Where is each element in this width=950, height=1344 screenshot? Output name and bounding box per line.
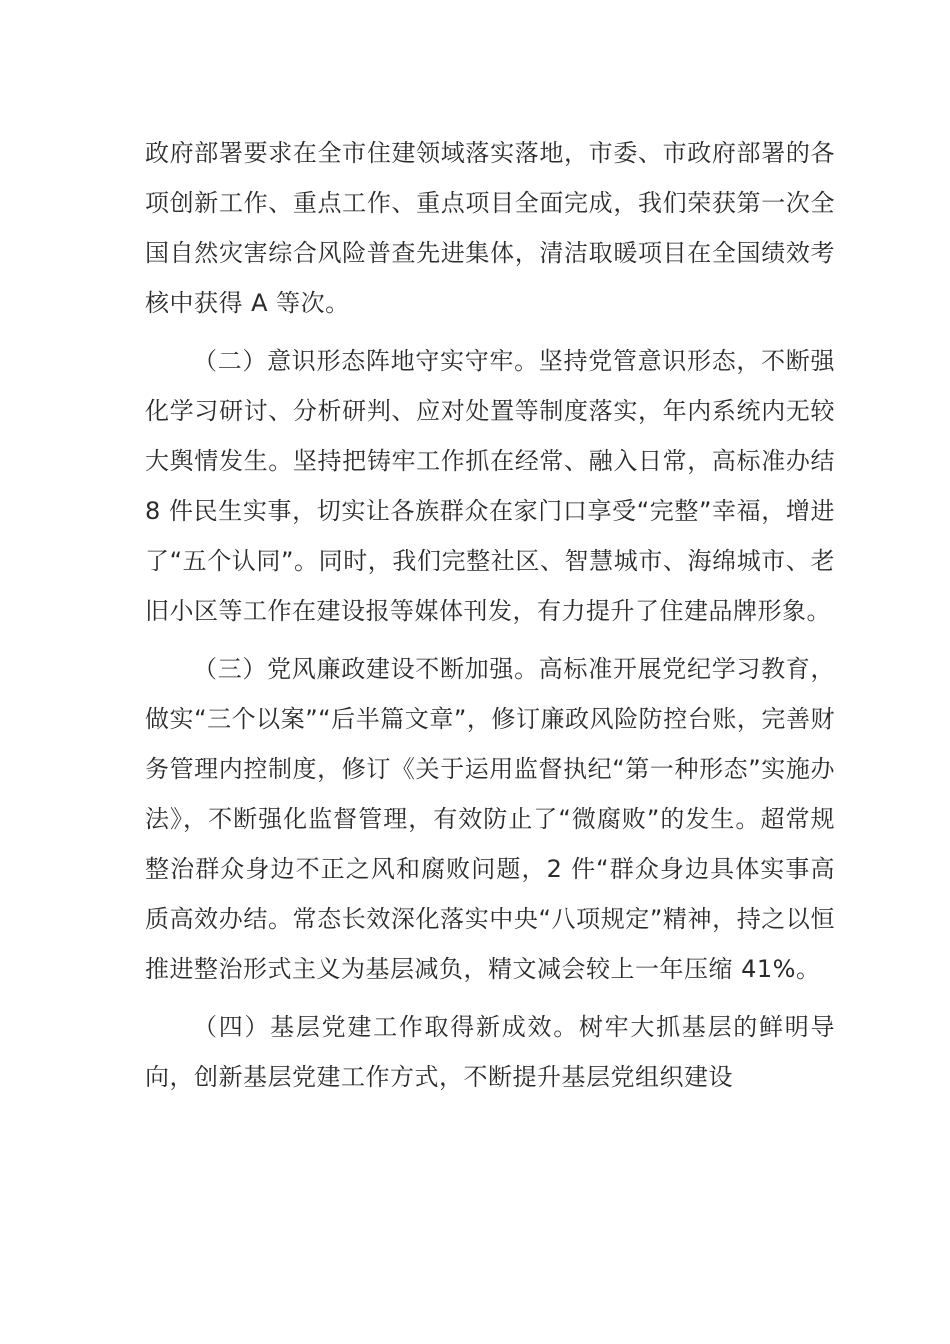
paragraph-integrity: （三）党风廉政建设不断加强。高标准开展党纪学习教育，做实“三个以案”“后半篇文章”，修订廉政风险防控台账，完善财务管理内控制度，修订《关于运用监督执纪“第一种形态”实施办法》，不断强化监督管理，有效防止了“微腐败”的发生。超常规整治群众身边不正之风和腐败问题，2 件“群众身边具体实事高质高效办结。常态长效深化落实中央“八项规定”精神，持之以恒推进整治形式主义为基层减负，精文减会较上一年压缩 41%。	[145, 655, 835, 983]
paragraph-ideology: （二）意识形态阵地守实守牢。坚持党管意识形态，不断强化学习研讨、分析研判、应对处置等制度落实，年内系统内无较大舆情发生。坚持把铸牢工作抓在经常、融入日常，高标准办结 8 件民生实事，切实让各族群众在家门口享受“完整”幸福，增进了“五个认同”。同时，我们完整社区、智慧城市、海绵城市、老旧小区等工作在建设报等媒体刊发，有力提升了住建品牌形象。	[145, 347, 835, 625]
paragraph-continuation: 政府部署要求在全市住建领域落实落地，市委、市政府部署的各项创新工作、重点工作、重点项目全面完成，我们荣获第一次全国自然灾害综合风险普查先进集体，清洁取暖项目在全国绩效考核中获得 A 等次。	[145, 139, 835, 317]
document-body	[145, 128, 835, 1110]
paragraph-grassroots: （四）基层党建工作取得新成效。树牢大抓基层的鲜明导向，创新基层党建工作方式，不断提升基层党组织建设	[145, 1013, 835, 1091]
